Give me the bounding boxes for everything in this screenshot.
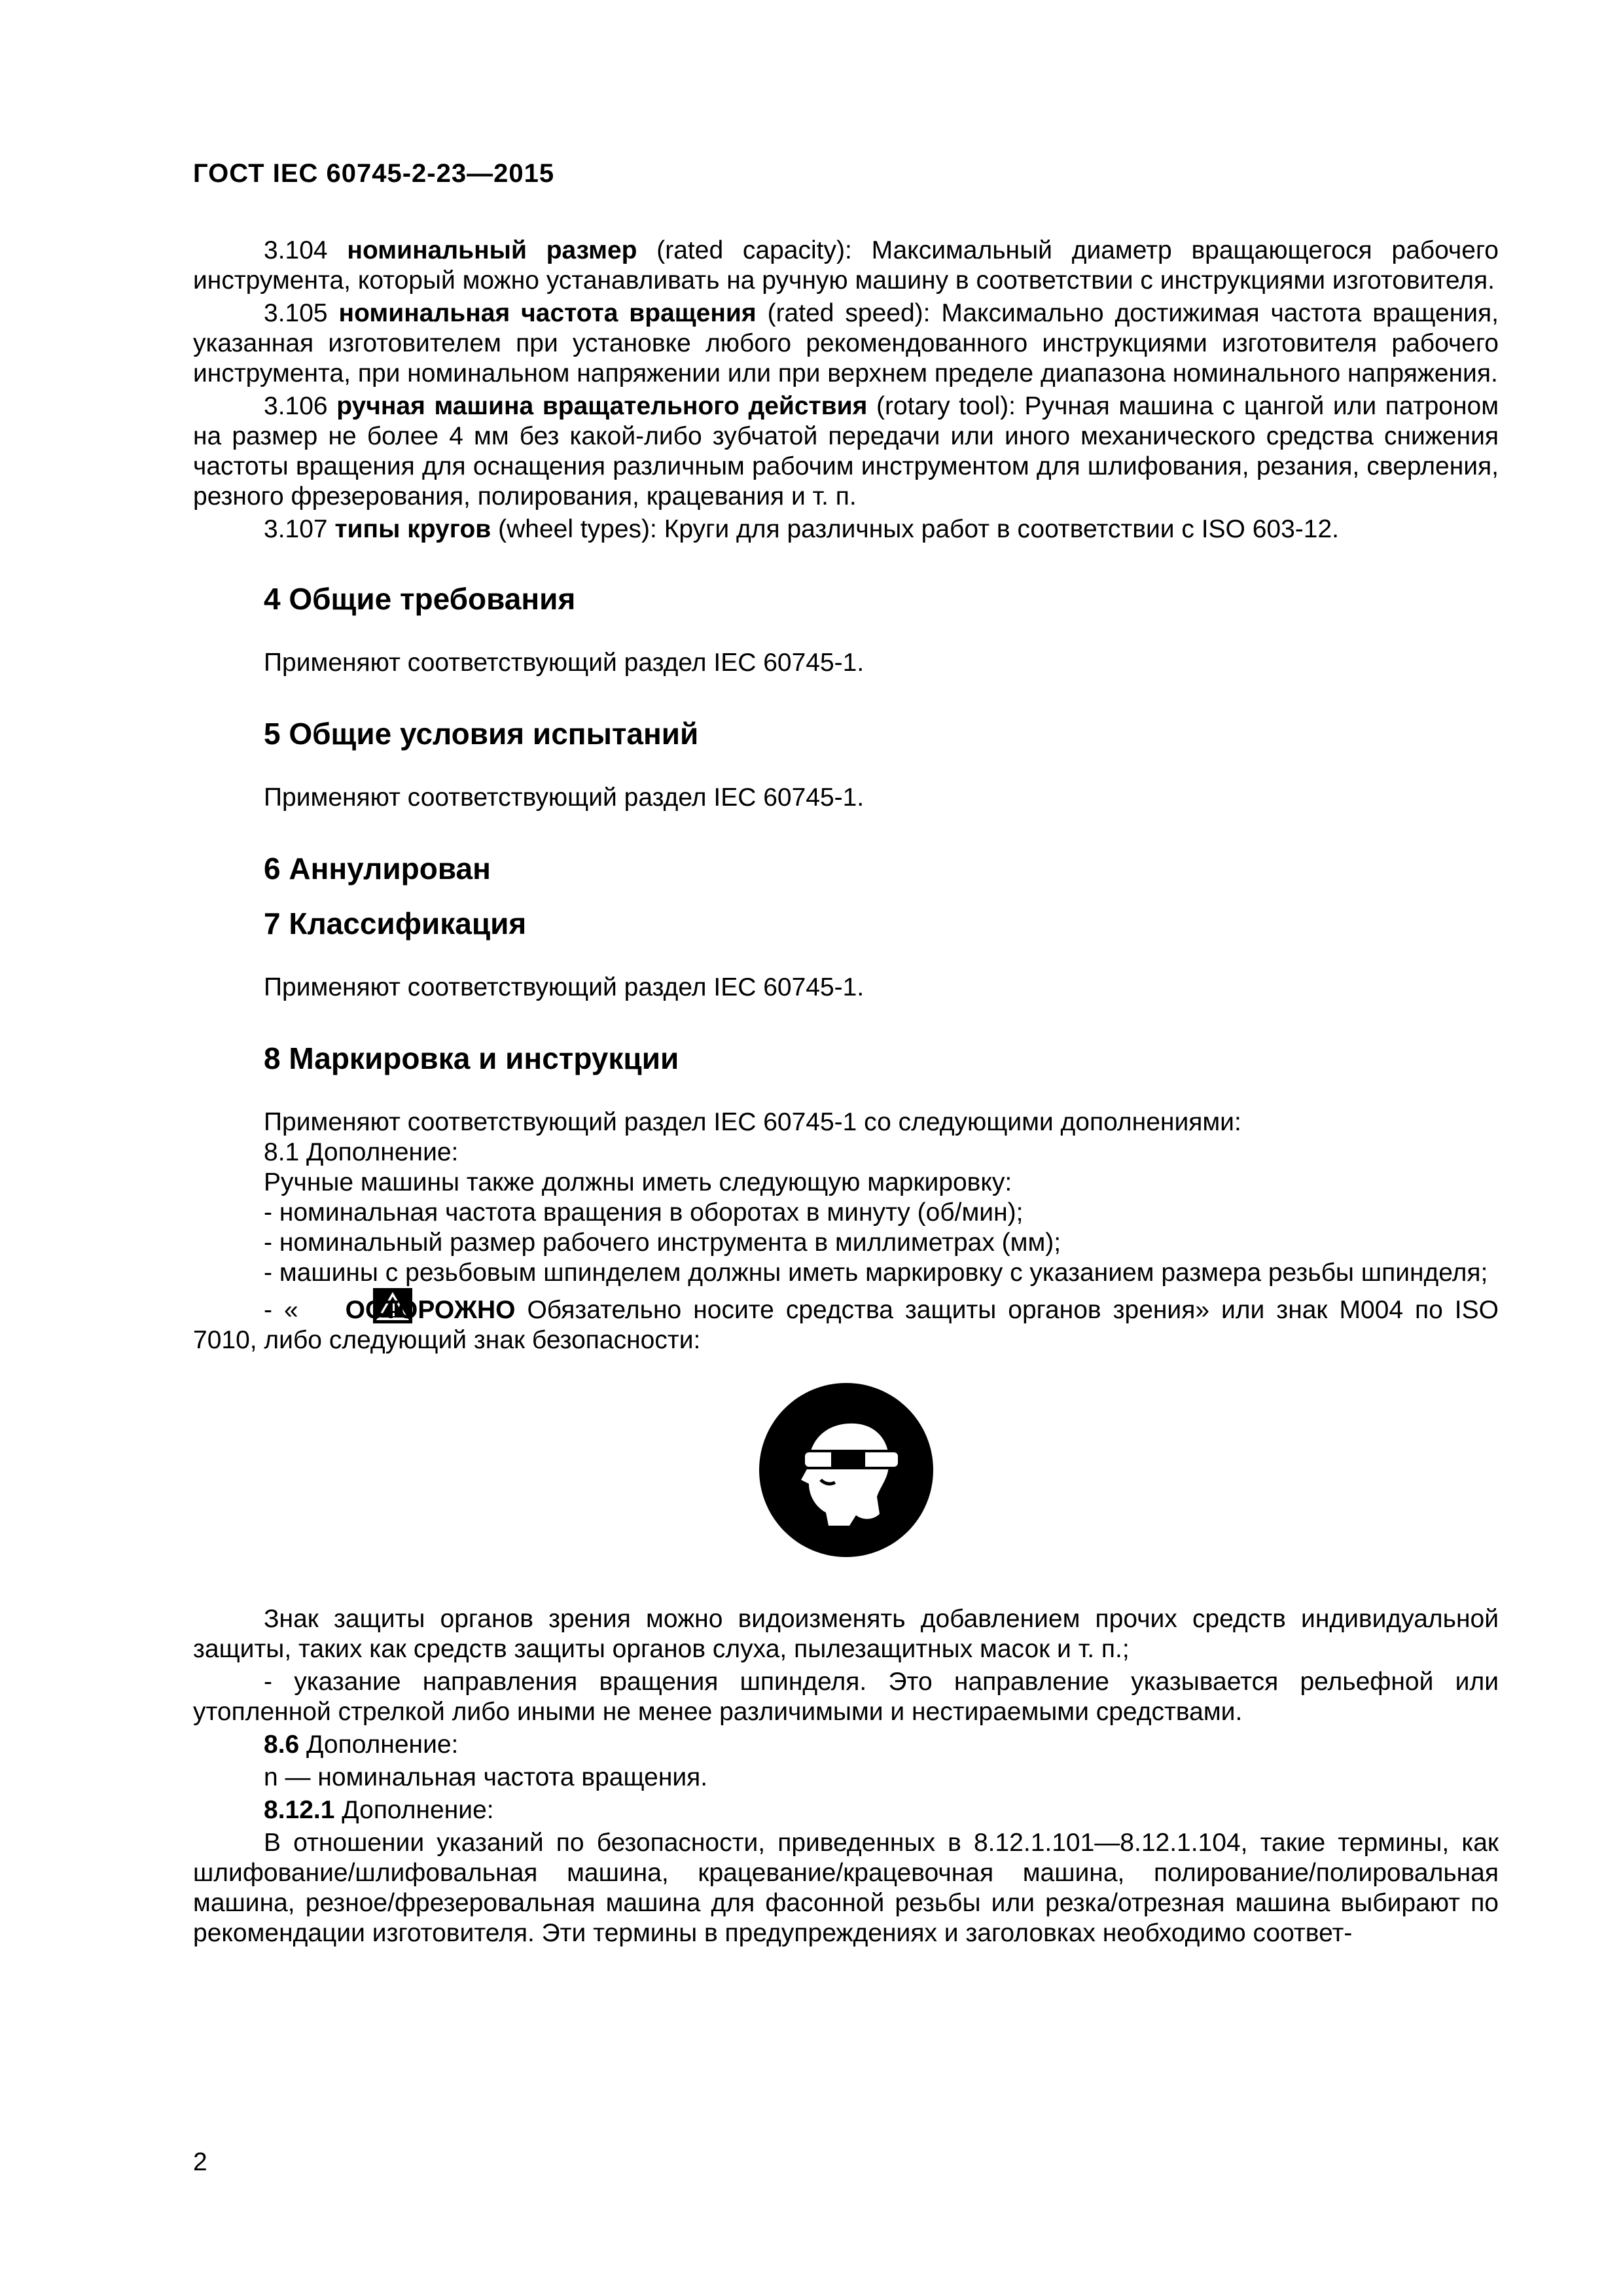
sign-container xyxy=(193,1382,1499,1558)
eye-protection-sign-icon xyxy=(758,1382,935,1558)
definition-number: 3.104 xyxy=(264,236,328,264)
warning-word: ОСТОРОЖНО xyxy=(345,1296,516,1324)
definition-term: типы кругов xyxy=(334,515,491,543)
page-number: 2 xyxy=(193,2148,207,2176)
warning-text: Обязательно носите средства защиты органов зрения» или знак M004 по ISO 7010, либо следующий знак безопасности: xyxy=(193,1296,1499,1354)
marking-intro: Ручные машины также должны иметь следующую маркировку: xyxy=(264,1168,1012,1196)
section-6-heading: 6 Аннулирован xyxy=(264,852,491,886)
subclause-text: Дополнение: xyxy=(334,1796,494,1824)
section-4-text: Применяют соответствующий раздел IEC 60745-1. xyxy=(264,649,865,677)
definition-term: номинальная частота вращения xyxy=(338,299,757,327)
definition-term: ручная машина вращательного действия xyxy=(336,392,868,420)
definition-text: (rated capacity): Максимальный диаметр вращающегося рабочего инструмента, который можно устанавливать на ручную машину в соответствии с инструкциями изготовителя. xyxy=(193,236,1499,295)
subclause-number: 8.6 xyxy=(264,1731,300,1759)
section-8-intro: Применяют соответствующий раздел IEC 60745-1 со следующими дополнениями: xyxy=(264,1108,1241,1136)
definition-text: (wheel types): Круги для различных работ в соответствии с ISO 603-12. xyxy=(491,515,1339,543)
section-5-heading: 5 Общие условия испытаний xyxy=(264,717,699,751)
definition-text: (rated speed): Максимально достижимая частота вращения, указанная изготовителем при установке любого рекомендованного инструкциями изготовителя рабочего инструмента, при номинальном напряжении или при верхнем пределе диапазона номинального напряжения. xyxy=(193,299,1499,387)
subclause-8-6 xyxy=(193,1730,1499,1760)
definition-3-105 xyxy=(193,298,1499,389)
subclause-number: 8.12.1 xyxy=(264,1796,335,1824)
section-7-heading: 7 Классификация xyxy=(264,906,527,941)
definition-number: 3.107 xyxy=(264,515,328,543)
marking-item-warning xyxy=(193,1288,1499,1355)
section-7-text: Применяют соответствующий раздел IEC 60745-1. xyxy=(264,973,865,1001)
sign-note: Знак защиты органов зрения можно видоизменять добавлением прочих средств индивидуальной защиты, таких как средств защиты органов слуха, пылезащитных масок и т. п.; xyxy=(193,1605,1499,1663)
definition-number: 3.106 xyxy=(264,392,328,420)
definition-3-104 xyxy=(193,236,1499,296)
definition-3-107 xyxy=(193,514,1499,545)
definition-number: 3.105 xyxy=(264,299,328,327)
warning-prefix: - « xyxy=(264,1296,298,1324)
subclause-8-12-1 xyxy=(193,1795,1499,1825)
final-paragraph: В отношении указаний по безопасности, приведенных в 8.12.1.101—8.12.1.104, такие термины, как шлифование/шлифовальная машина, крацевание/крацевочная машина, полирование/полировальная машина, резное/фрезеровальная машина для фасонной резьбы или резка/отрезная машина выбирают по рекомендации изготовителя. Эти термины в предупреждениях и заголовках необходимо соответ- xyxy=(193,1829,1499,1947)
document-header: ГОСТ IEC 60745-2-23—2015 xyxy=(193,159,555,188)
section-5-text: Применяют соответствующий раздел IEC 60745-1. xyxy=(264,783,865,812)
definition-text: (rotary tool): Ручная машина с цангой или патроном на размер не более 4 мм без какой-либо зубчатой передачи или иного механического средства снижения частоты вращения для оснащения различным рабочим инструментом для шлифования, резания, сверления, резного фрезерования, полирования, крацевания и т. п. xyxy=(193,392,1499,511)
marking-item-direction: - указание направления вращения шпинделя. Это направление указывается рельефной или утопленной стрелкой либо иными не менее различимыми и нестираемыми средствами. xyxy=(193,1668,1499,1726)
definition-term: номинальный размер xyxy=(347,236,637,264)
marking-item-thread: - машины с резьбовым шпинделем должны иметь маркировку с указанием размера резьбы шпинделя; xyxy=(264,1259,1488,1287)
section-4-heading: 4 Общие требования xyxy=(264,582,576,616)
section-8-heading: 8 Маркировка и инструкции xyxy=(264,1041,679,1075)
n-definition: n — номинальная частота вращения. xyxy=(264,1763,708,1791)
marking-item-speed: - номинальная частота вращения в оборотах в минуту (об/мин); xyxy=(264,1198,1024,1227)
definition-3-106 xyxy=(193,391,1499,512)
subclause-8-1: 8.1 Дополнение: xyxy=(264,1138,459,1166)
warning-triangle-icon xyxy=(302,1288,342,1323)
page-content xyxy=(193,236,1499,1948)
marking-item-size: - номинальный размер рабочего инструмента в миллиметрах (мм); xyxy=(264,1229,1061,1257)
subclause-text: Дополнение: xyxy=(299,1731,459,1759)
